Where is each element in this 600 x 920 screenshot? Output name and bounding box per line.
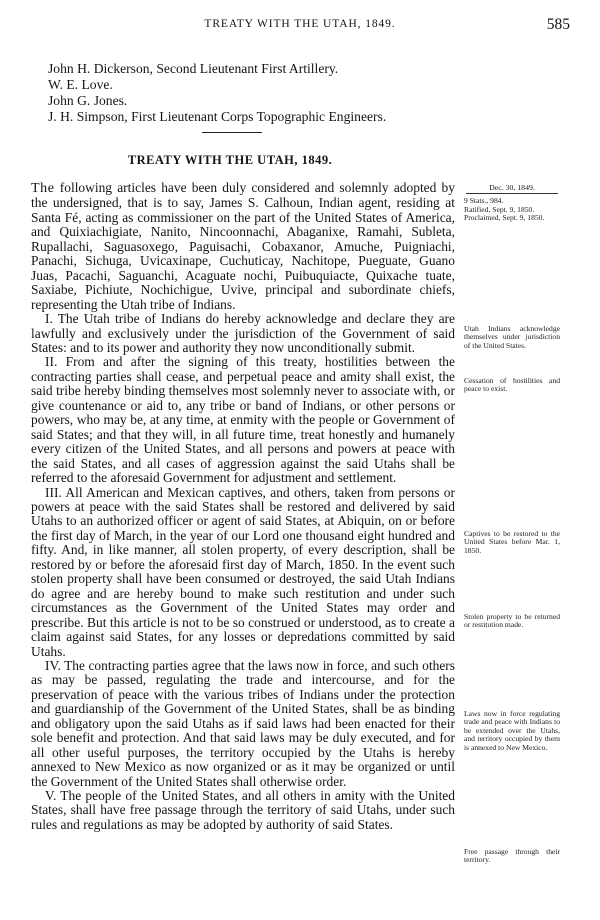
margin-note-dates — [464, 184, 560, 223]
margin-note-article-v: Free passage through their territory. — [464, 847, 560, 865]
article-iii: III. All American and Mexican captives, and others, taken from persons or powers at peace with the said States shall be restored and delivered by said Utahs to an authorized officer or agent of said States, at Abiquin, on or before the first day of March, in the year of our Lord one thousand eight hundred and fifty. And, in like manner, all stolen property, of every description, shall be restored by or before the aforesaid first day of March, 1850. In the event such stolen property shall have been consumed or destroyed, the said Utah Indians do agree and are hereby bound to make such restitution and under such circumstances as the Government of the United States may order and prescribe. But this article is not to be so construed or understood, as to create a claim against said States, for any losses or depredations committed by said Utahs. — [31, 484, 455, 659]
treaty-body — [31, 181, 455, 832]
signatory-line: W. E. Love. — [48, 77, 113, 92]
margin-note-article-i: Utah Indians acknowledge themselves under jurisdiction of the United States. — [464, 324, 560, 350]
running-header — [28, 18, 572, 38]
article-ii: II. From and after the signing of this treaty, hostilities between the contracting parties shall cease, and perpetual peace and amity shall exist, the said tribe hereby binding themselves most solemnly never to associate with, or give countenance or aid to, any tribe or band of Indians, or other persons or powers, who may be, at any time, at enmity with the people or Government of said States; and that they will, in all future time, treat honestly and humanely every citizen of the United States, and all persons and powers at peace with the said States, and all cases of aggression against the said Utahs shall be referred to the aforesaid Government for adjustment and settlement. — [31, 354, 455, 486]
margin-citation: Ratified, Sept. 9, 1850. — [464, 204, 535, 214]
preamble-paragraph — [31, 181, 455, 312]
margin-note-article-iv: Laws now in force regulating trade and peace with Indians to be extended over the Utahs, and territory occupied by them is annexed to New Mexico. — [464, 709, 560, 752]
treaty-heading: TREATY WITH THE UTAH, 1849. — [127, 153, 333, 167]
section-divider — [202, 132, 262, 133]
margin-note-article-iii-captives: Captives to be restored to the United States before Mar. 1, 1850. — [464, 529, 560, 555]
running-title: TREATY WITH THE UTAH, 1849. — [204, 18, 396, 30]
margin-note-article-ii: Cessation of hostilities and peace to exist. — [464, 376, 560, 394]
preamble-text: following articles have been duly considered and solemnly adopted by the undersigned, that is to say, James S. Calhoun, Indian agent, residing at Santa Fé, acting as commissioner on the part of the United States of America, and Quixiachigiate, Nanito, Nincoonnachi, Abaganixe, Ramahi, Subleta, Rupallachi, Saguasoxego, Paguisachi, Cobaxanor, Amuche, Puigniachi, Panachi, Sichuga, Uvicaxinape, Cuchuticay, Nachitope, Pueguate, Guano Juas, Pacachi, Saguanchi, Acaguate nochi, Puibuquiacte, Quixache tuate, Saxiabe, Pichiute, Nochichigue, Uvive, principal and subordinate chiefs, representing the Utah tribe of Indians. — [31, 180, 455, 312]
page-number: 585 — [546, 16, 570, 33]
article-v: V. The people of the United States, and all others in amity with the United States, shall have free passage through the territory of said Utahs, under such rules and regulations as may be adopted by authority of said States. — [31, 788, 455, 832]
margin-citation: Proclaimed, Sept. 9, 1850. — [464, 213, 545, 223]
margin-date-rule — [466, 193, 558, 194]
signatory-line: John H. Dickerson, Second Lieutenant First Artillery. — [48, 61, 339, 76]
margin-date: Dec. 30, 1849. — [489, 183, 535, 192]
signatory-line: J. H. Simpson, First Lieutenant Corps Topographic Engineers. — [48, 109, 387, 124]
margin-note-article-iii-property: Stolen property to be returned or restitution made. — [464, 612, 560, 630]
signatory-list — [48, 61, 508, 125]
article-i: I. The Utah tribe of Indians do hereby acknowledge and declare they are lawfully and exclusively under the jurisdiction of the Government of said States: and to its power and authority they now unconditionally submit. — [31, 311, 455, 355]
preamble-dropcap: The — [31, 181, 55, 196]
signatory-line: John G. Jones. — [48, 93, 128, 108]
article-iv: IV. The contracting parties agree that the laws now in force, and such others as may be passed, regulating the trade and intercourse, and for the preservation of peace with the various tribes of Indians under the protection and guardianship of the Government of the United States, shall be as binding and obligatory upon the said Utahs as if said laws had been enacted for their sole benefit and protection. And that said laws may be duly executed, and for all other useful purposes, the territory occupied by the Utahs is hereby annexed to New Mexico as now organized or as it may be organized or until the Government of the United States shall otherwise order. — [31, 657, 455, 789]
margin-citation: 9 Stats., 984. — [464, 196, 504, 206]
